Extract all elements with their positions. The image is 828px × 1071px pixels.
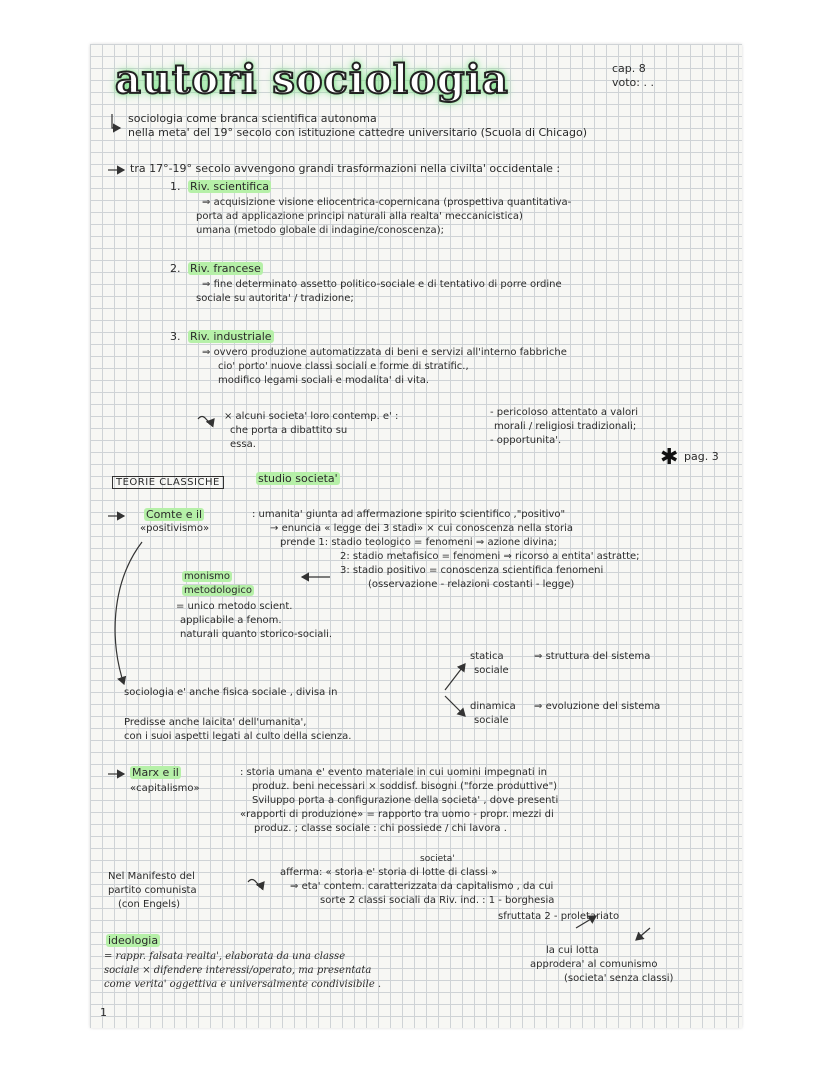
manifesto-line-1: afferma: « storia e' storia di lotte di classi » xyxy=(280,867,498,878)
dinamica-label-1: dinamica xyxy=(470,701,516,712)
asterisk-icon: ✱ xyxy=(660,445,679,470)
manifesto-left-2: partito comunista xyxy=(108,885,197,896)
comte-line-2: → enuncia « legge dei 3 stadi» × cui conoscenza nella storia xyxy=(270,523,574,534)
marx-name: Marx e il xyxy=(132,766,179,779)
marx-line-4: «rapporti di produzione» = rapporto tra uomo - propr. mezzi di xyxy=(240,809,554,820)
riv-3-title: Riv. industriale xyxy=(190,330,272,343)
ideologia-line-3: come verita' oggettiva e universalmente condivisibile . xyxy=(104,979,382,990)
section-subtitle: studio societa' xyxy=(258,472,338,485)
intro-line-2: nella meta' del 19° secolo con istituzione cattedre universitario (Scuola di Chicago) xyxy=(128,126,587,139)
notebook-page xyxy=(90,44,742,1028)
grade-label: voto: . . xyxy=(612,76,654,89)
comte-line-5: 3: stadio positivo = conoscenza scientifica fenomeni xyxy=(340,565,604,576)
page-title: autori sociologia xyxy=(115,56,509,103)
page-number: 1 xyxy=(100,1006,107,1019)
manifesto-squiggle xyxy=(248,880,264,885)
riv-1-line-3: umana (metodo globale di indagine/conoscenza); xyxy=(196,225,444,236)
intro-line-1: sociologia come branca scientifica autonoma xyxy=(128,112,377,125)
riv-3-line-2: cio' porto' nuove classi sociali e forme di stratific., xyxy=(218,361,469,372)
ideologia-line-1: = rappr. falsata realta', elaborata da una classe xyxy=(104,951,346,962)
riv-3-line-3: modifico legami sociali e modalita' di vita. xyxy=(218,375,430,386)
monismo-def-1: = unico metodo scient. xyxy=(176,601,293,612)
monismo-label-2: metodologico xyxy=(184,585,253,596)
predisse-line-2: con i suoi aspetti legati al culto della scienza. xyxy=(124,731,352,742)
sociologia-fisica-line: sociologia e' anche fisica sociale , divisa in xyxy=(124,687,338,698)
ideologia-title: ideologia xyxy=(108,934,159,947)
marx-line-1: : storia umana e' evento materiale in cui uomini impegnati in xyxy=(240,767,547,778)
statica-label-2: sociale xyxy=(474,665,509,676)
comte-line-1: : umanita' giunta ad affermazione spirito scientifico ,"positivo" xyxy=(252,509,566,520)
manifesto-line-3: sorte 2 classi sociali da Riv. ind. : 1 - borghesia xyxy=(320,895,555,906)
ideologia-line-2: sociale × difendere interessi/operato, ma presentata xyxy=(104,965,372,976)
monismo-def-3: naturali quanto storico-sociali. xyxy=(180,629,333,640)
statica-branch xyxy=(445,664,465,690)
riv-2-title: Riv. francese xyxy=(190,262,261,275)
comte-line-6: (osservazione - relazioni costanti - legge) xyxy=(368,579,575,590)
riv-2-line-2: sociale su autorita' / tradizione; xyxy=(196,293,354,304)
lotta-line-3: (societa' senza classi) xyxy=(564,973,674,984)
comte-line-3: prende 1: stadio teologico = fenomeni ⇒ azione divina; xyxy=(280,537,558,548)
manifesto-left-3: (con Engels) xyxy=(118,899,181,910)
marx-line-5: produz. ; classe sociale : chi possiede / chi lavora . xyxy=(254,823,507,834)
monismo-def-2: applicabile a fenom. xyxy=(180,615,282,626)
riv-3-line-1: ⇒ ovvero produzione automatizzata di beni e servizi all'interno fabbriche xyxy=(202,347,567,358)
alcune-line-2: che porta a dibattito su xyxy=(230,425,348,436)
riv-3-number: 3. xyxy=(170,330,181,343)
riv-1-title: Riv. scientifica xyxy=(190,180,270,193)
section-label-teorie: TEORIE CLASSICHE xyxy=(112,476,224,489)
manifesto-left-1: Nel Manifesto del xyxy=(108,871,195,882)
alcune-line-3: essa. xyxy=(230,439,256,450)
alcune-right-2: morali / religiosi tradizionali; xyxy=(494,421,637,432)
riv-1-number: 1. xyxy=(170,180,181,193)
lotta-arrow xyxy=(636,928,650,940)
societa-annotation: societa' xyxy=(420,854,455,864)
transformations-intro: tra 17°-19° secolo avvengono grandi trasformazioni nella civilta' occidentale : xyxy=(130,162,561,175)
predisse-line-1: Predisse anche laicita' dell'umanita', xyxy=(124,717,307,728)
manifesto-line-2: ⇒ eta' contem. caratterizzata da capitalismo , da cui xyxy=(290,881,554,892)
riv-1-line-2: porta ad applicazione principi naturali alla realta' meccanicistica) xyxy=(196,211,523,222)
statica-def: ⇒ struttura del sistema xyxy=(534,651,651,662)
manifesto-line-4: sfruttata 2 - proletariato xyxy=(498,911,620,922)
alcune-squiggle xyxy=(198,417,214,422)
alcune-right-3: - opportunita'. xyxy=(490,435,562,446)
page-reference: pag. 3 xyxy=(684,450,719,463)
alcune-right-1: - pericoloso attentato a valori xyxy=(490,407,639,418)
comte-ism: «positivismo» xyxy=(140,523,210,534)
alcune-line-1: × alcuni societa' loro contemp. e' : xyxy=(224,411,399,422)
monismo-label-1: monismo xyxy=(184,571,231,582)
riv-1-line-1: ⇒ acquisizione visione eliocentrica-copernicana (prospettiva quantitativa- xyxy=(202,197,572,208)
marx-line-2: produz. beni necessari × soddisf. bisogni ("forze produttive") xyxy=(252,781,558,792)
chapter-label: cap. 8 xyxy=(612,62,646,75)
lotta-line-1: la cui lotta xyxy=(546,945,599,956)
dinamica-branch xyxy=(445,696,465,716)
riv-2-line-1: ⇒ fine determinato assetto politico-sociale e di tentativo di porre ordine xyxy=(202,279,562,290)
statica-label-1: statica xyxy=(470,651,504,662)
marx-line-3: Sviluppo porta a configurazione della societa' , dove presenti xyxy=(252,795,559,806)
comte-curve-arrow xyxy=(115,542,142,684)
dinamica-label-2: sociale xyxy=(474,715,509,726)
marx-ism: «capitalismo» xyxy=(130,783,200,794)
comte-line-4: 2: stadio metafisico = fenomeni ⇒ ricorso a entita' astratte; xyxy=(340,551,640,562)
lotta-line-2: approdera' al comunismo xyxy=(530,959,658,970)
comte-name: Comte e il xyxy=(146,508,203,521)
intro-arrow xyxy=(112,114,120,128)
dinamica-def: ⇒ evoluzione del sistema xyxy=(534,701,661,712)
riv-2-number: 2. xyxy=(170,262,181,275)
